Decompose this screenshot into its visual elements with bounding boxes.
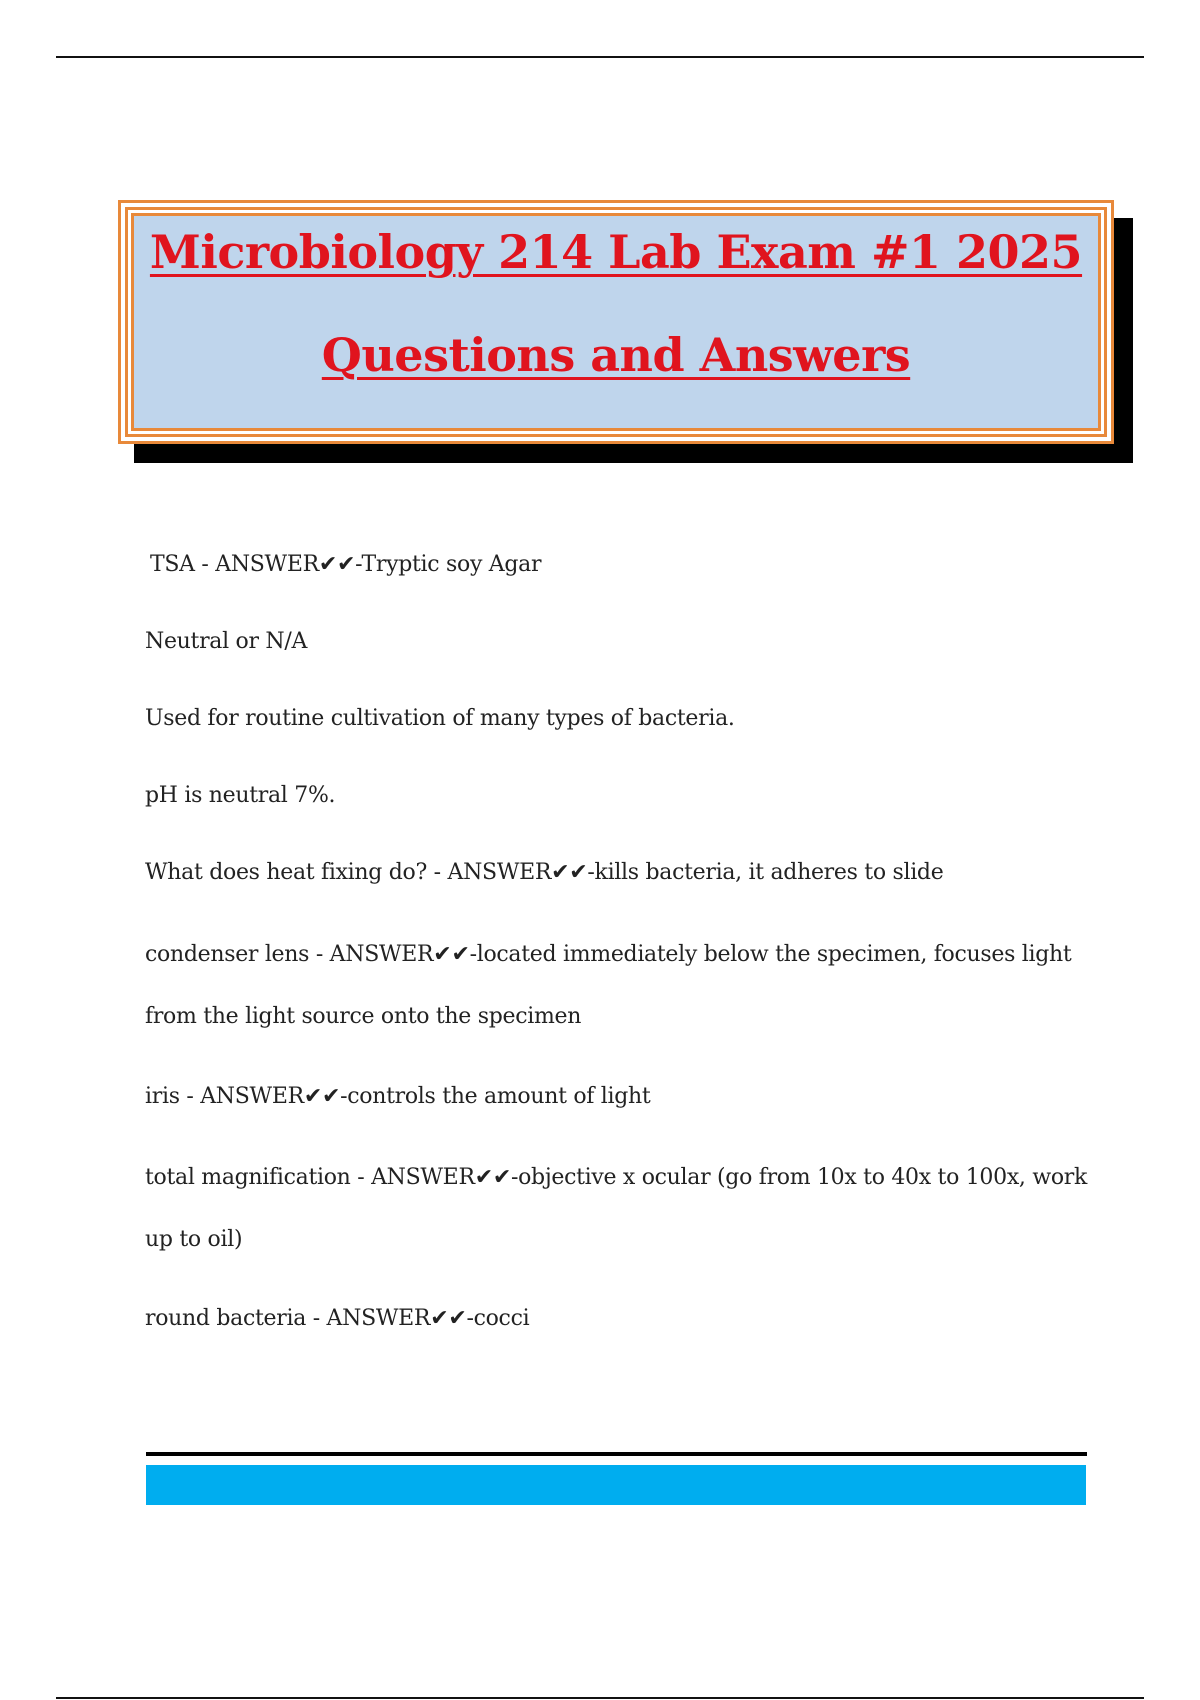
document-title-line-1: Microbiology 214 Lab Exam #1 2025 [149, 225, 1083, 279]
title-box [118, 200, 1114, 444]
top-rule [56, 56, 1144, 58]
footer-rule [146, 1452, 1087, 1456]
qa-line-total-magnification: total magnification - ANSWER✔✔-objective x ocular (go from 10x to 40x to 100x, work [145, 1165, 1088, 1190]
qa-line-condenser-lens: condenser lens - ANSWER✔✔-located immediately below the specimen, focuses light [145, 942, 1072, 967]
qa-line-heat-fixing: What does heat fixing do? - ANSWER✔✔-kills bacteria, it adheres to slide [145, 860, 944, 885]
qa-line-round-bacteria: round bacteria - ANSWER✔✔-cocci [145, 1306, 530, 1331]
bottom-rule [56, 1697, 1144, 1699]
qa-line-total-magnification-cont: up to oil) [145, 1227, 243, 1252]
document-title-line-2: Questions and Answers [321, 328, 911, 382]
footer-color-bar [146, 1465, 1086, 1505]
qa-line-routine-cultivation: Used for routine cultivation of many types of bacteria. [145, 706, 735, 731]
qa-line-iris: iris - ANSWER✔✔-controls the amount of light [145, 1084, 651, 1109]
qa-line-condenser-lens-cont: from the light source onto the specimen [145, 1004, 582, 1029]
qa-line-ph: pH is neutral 7%. [145, 783, 336, 808]
qa-line-neutral: Neutral or N/A [145, 629, 308, 654]
qa-line-tsa: TSA - ANSWER✔✔-Tryptic soy Agar [150, 552, 542, 577]
